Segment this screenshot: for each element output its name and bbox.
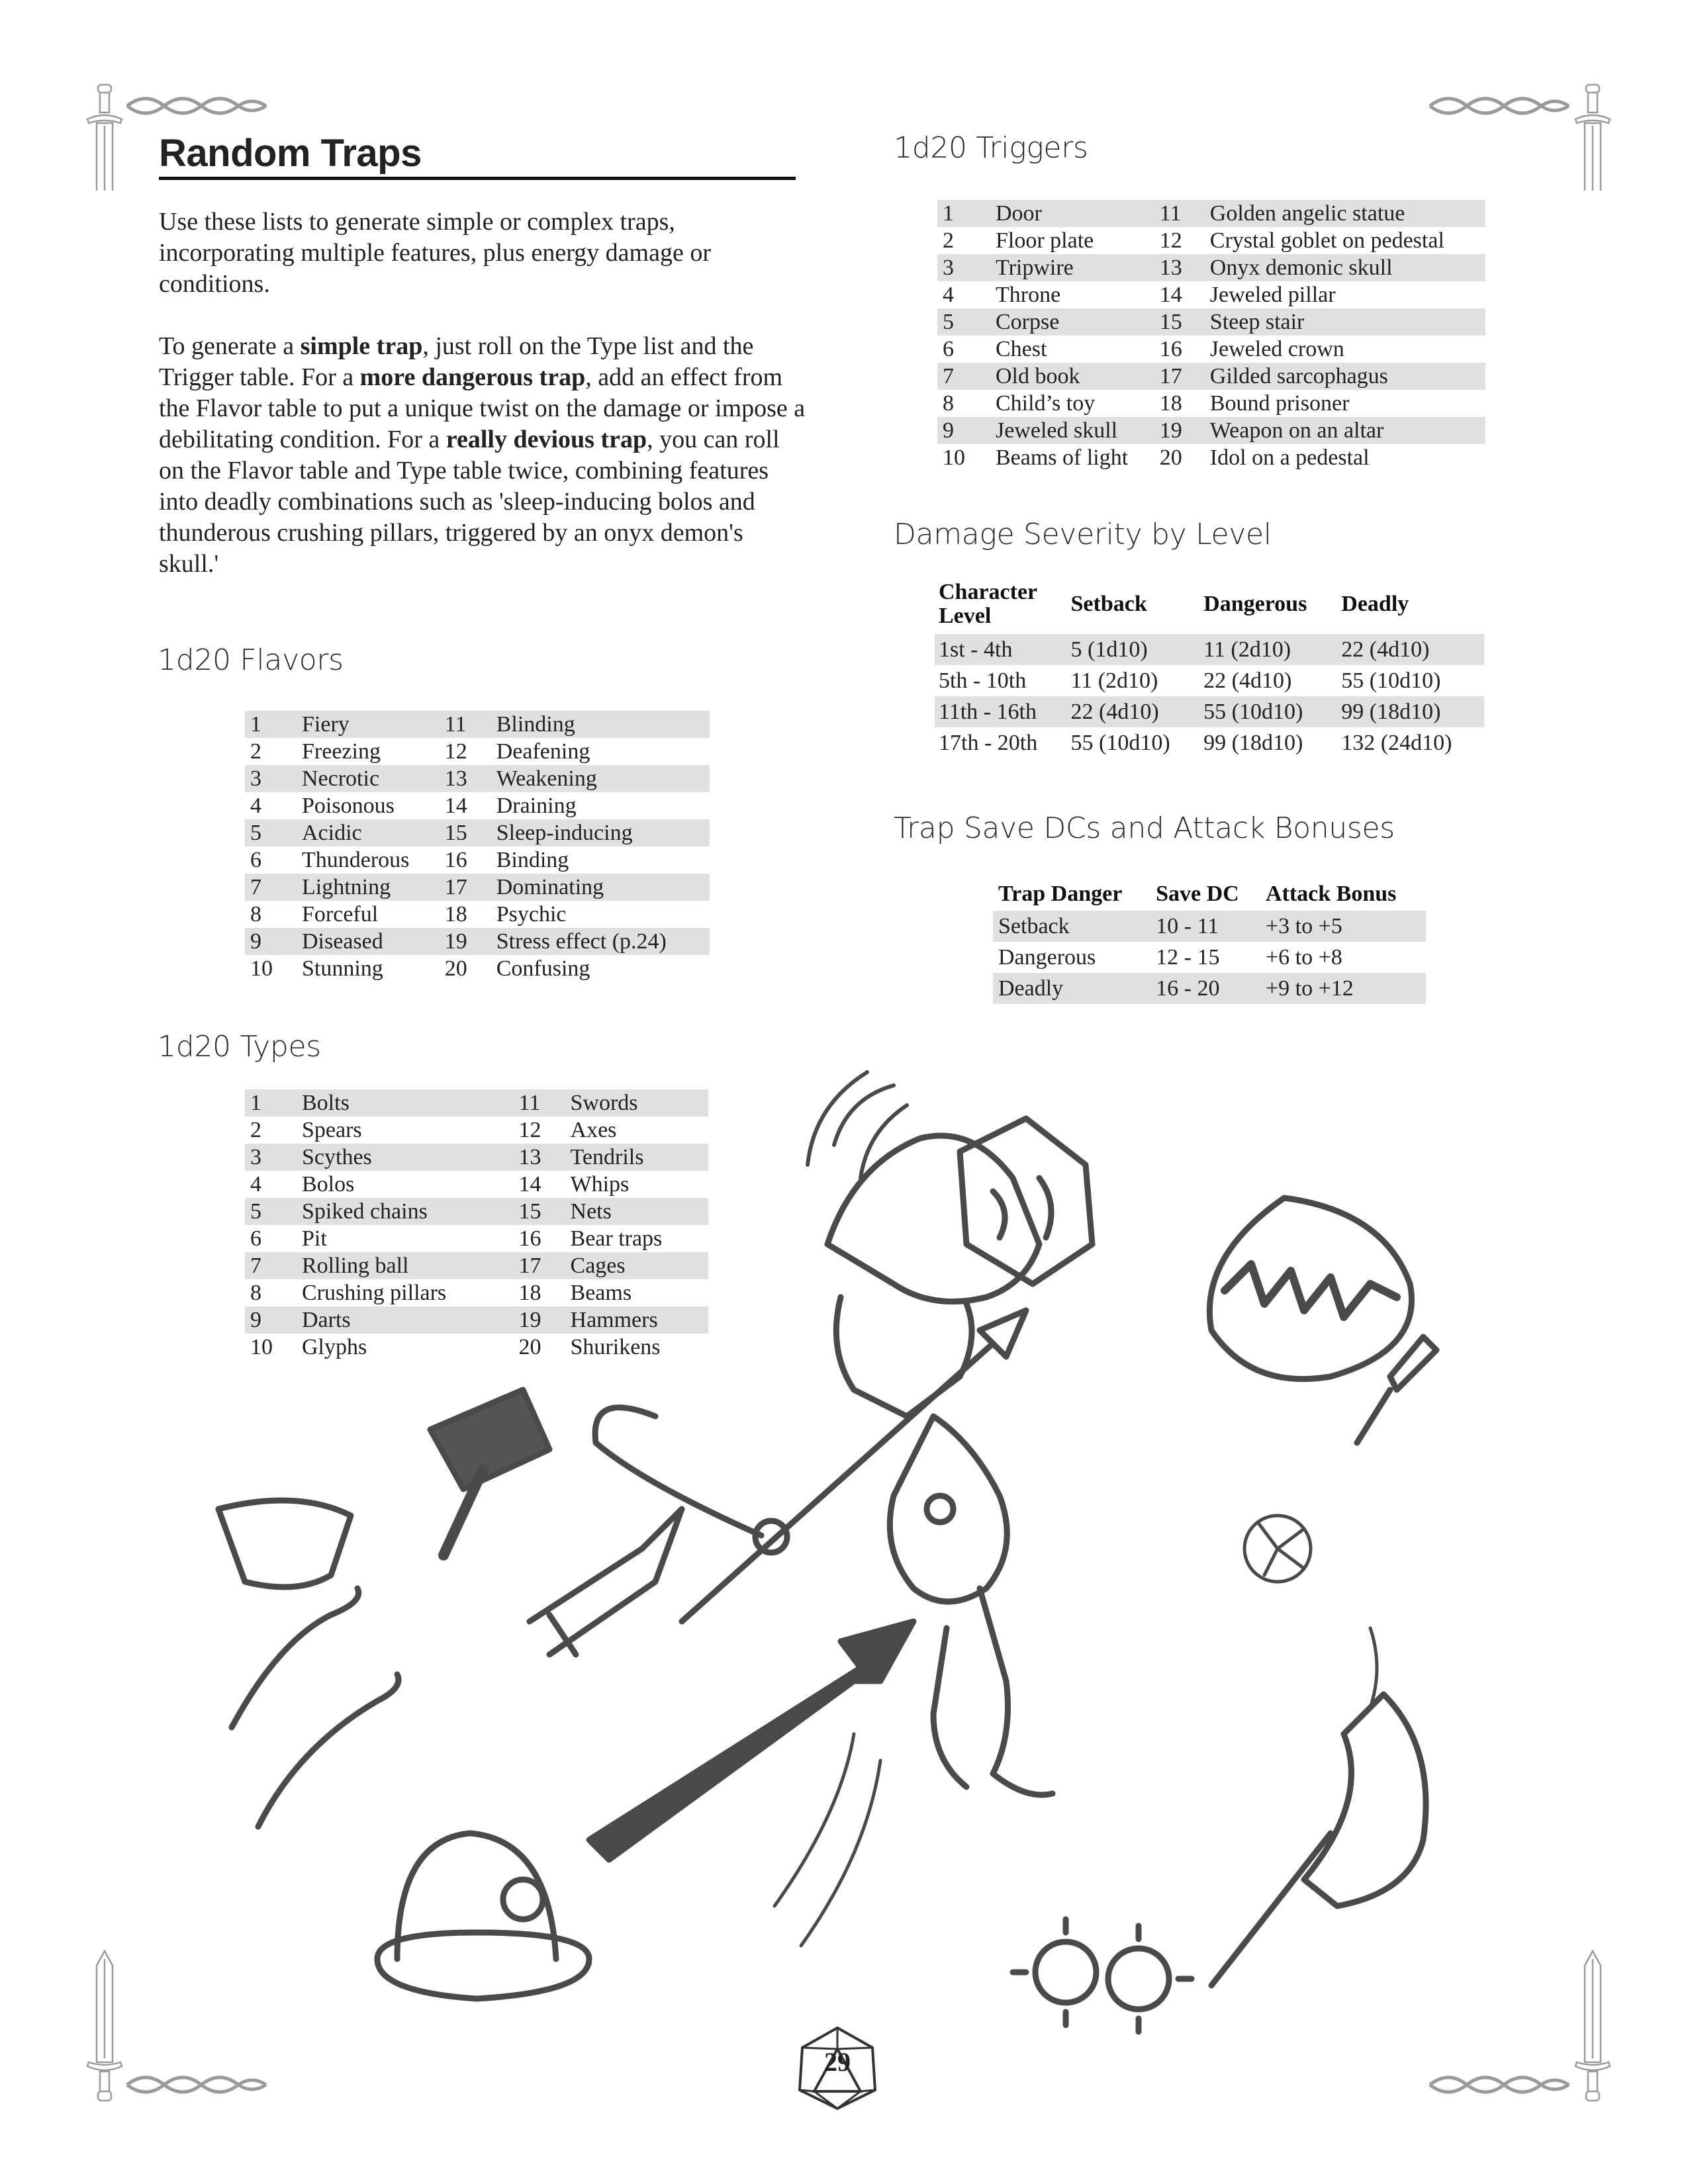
table-cell: Bolts: [297, 1089, 514, 1116]
intro-paragraph-1: Use these lists to generate simple or complex traps, incorporating multiple features, plus energy damage or conditions.: [159, 208, 711, 298]
table-cell: 6: [250, 1226, 261, 1251]
table-cell: 1: [245, 711, 297, 738]
table-cell: 16: [444, 848, 467, 872]
table-row: [937, 363, 1485, 390]
table-cell: Nets: [565, 1198, 708, 1225]
table-row: [937, 254, 1485, 281]
intro-text: , you can roll on the Flavor table and Type table twice, combining features into deadly combinations such as 'sleep-inducing bolos and thunderous crushing pillars, triggered by an onyx demon's skull.': [159, 426, 780, 578]
table-row: [245, 1116, 708, 1144]
table-cell: 15: [514, 1198, 565, 1225]
table-cell: Beams of light: [996, 445, 1129, 470]
table-cell: 22 (4d10): [1203, 668, 1292, 693]
table-cell: 2: [943, 228, 954, 253]
table-cell: 4: [943, 283, 954, 307]
triggers-table: [937, 200, 1485, 471]
sword-icon: [1575, 85, 1610, 191]
table-cell: 6: [943, 337, 954, 361]
table-row: [245, 1306, 708, 1334]
table-cell: Hammers: [565, 1306, 708, 1334]
table-row: [935, 634, 1484, 665]
table-cell: Chest: [996, 337, 1047, 361]
table-cell: Child’s toy: [996, 391, 1096, 416]
table-cell: Throne: [996, 283, 1061, 307]
table-cell: 1st - 4th: [935, 634, 1067, 665]
table-cell: 13: [1154, 254, 1205, 281]
table-cell: Lightning: [297, 874, 440, 901]
table-cell: Deafening: [496, 739, 590, 764]
table-cell: 3: [937, 254, 990, 281]
page-title: Random Traps: [159, 132, 422, 175]
table-cell: Fiery: [297, 711, 440, 738]
table-cell: 55 (10d10): [1341, 668, 1441, 693]
table-cell: 11 (2d10): [1199, 634, 1337, 665]
table-row: [245, 901, 710, 928]
table-cell: 19: [1154, 417, 1205, 444]
table-cell: Freezing: [302, 739, 381, 764]
table-row: [245, 711, 710, 738]
table-cell: 2: [250, 739, 261, 764]
table-cell: 132 (24d10): [1341, 731, 1452, 755]
table-cell: +9 to +12: [1260, 973, 1426, 1004]
table-cell: Bound prisoner: [1209, 391, 1350, 416]
table-cell: Tripwire: [990, 254, 1154, 281]
table-cell: Acidic: [297, 819, 440, 846]
column-header-trap-danger: Trap Danger: [998, 881, 1123, 906]
damage-body: [935, 634, 1484, 758]
intro-text: , just roll on the Type list and the Trigger table. For a: [159, 332, 754, 391]
column-header-character-level: [935, 574, 1067, 634]
table-cell: Scythes: [297, 1144, 514, 1171]
table-cell: 9: [937, 417, 990, 444]
column-header-save-dc: Save DC: [1156, 881, 1239, 906]
ice-block: [960, 1118, 1092, 1284]
celtic-knot-icon: [127, 2077, 266, 2092]
table-cell: 10 - 11: [1150, 911, 1260, 942]
table-cell: Dangerous: [998, 945, 1096, 970]
table-cell: Rolling ball: [297, 1252, 514, 1279]
table-row: [937, 390, 1485, 417]
table-cell: 16 - 20: [1150, 973, 1260, 1004]
table-cell: Jeweled crown: [1209, 337, 1344, 361]
table-cell: Beams: [570, 1281, 632, 1305]
table-cell: Thunderous: [302, 848, 410, 872]
table-cell: 13: [440, 765, 491, 792]
save-dcs-body: [993, 911, 1426, 1004]
intro-text: To generate a: [159, 332, 301, 360]
table-cell: 9: [245, 1306, 297, 1334]
title-rule: [159, 177, 796, 180]
table-cell: 3: [245, 1144, 297, 1171]
table-cell: 7: [937, 363, 990, 390]
save-dcs-heading: Trap Save DCs and Attack Bonuses: [894, 811, 1395, 845]
table-cell: Crystal goblet on pedestal: [1209, 228, 1444, 253]
table-cell: Shurikens: [570, 1335, 661, 1359]
table-row: [245, 1225, 708, 1252]
table-cell: Whips: [570, 1172, 630, 1197]
dart: [1357, 1337, 1436, 1443]
table-row: [993, 942, 1426, 973]
table-row: [245, 792, 710, 819]
table-row: [993, 973, 1426, 1004]
table-cell: Steep stair: [1205, 308, 1485, 336]
table-cell: 4: [250, 794, 261, 818]
table-row: [245, 1144, 708, 1171]
rolling-dome: [377, 1833, 589, 1999]
scimitar: [530, 1509, 682, 1655]
table-cell: Bear traps: [570, 1226, 663, 1251]
table-cell: 5th - 10th: [939, 668, 1027, 693]
celtic-knot-icon: [1430, 2077, 1569, 2092]
shuriken: [1244, 1516, 1311, 1582]
table-cell: 10: [250, 1335, 273, 1359]
table-cell: Bolos: [302, 1172, 355, 1197]
table-cell: 19: [440, 928, 491, 955]
table-cell: Axes: [570, 1118, 617, 1142]
table-row: [935, 665, 1484, 696]
table-cell: 2: [250, 1118, 261, 1142]
table-cell: Golden angelic statue: [1205, 200, 1485, 227]
table-cell: Spiked chains: [297, 1198, 514, 1225]
table-row: [937, 336, 1485, 363]
table-cell: 12: [518, 1118, 541, 1142]
table-row: [245, 765, 710, 792]
emphasis-dangerous-trap: more dangerous trap: [359, 363, 586, 391]
great-axe: [1211, 1694, 1426, 1985]
table-row: [937, 227, 1485, 254]
celtic-knot-icon: [1430, 99, 1569, 113]
table-cell: 7: [245, 874, 297, 901]
table-row: [245, 738, 710, 765]
table-cell: 8: [250, 902, 261, 927]
table-cell: Weakening: [491, 765, 710, 792]
table-cell: 5: [937, 308, 990, 336]
table-cell: 5 (1d10): [1067, 634, 1200, 665]
table-cell: Crushing pillars: [302, 1281, 447, 1305]
table-cell: Draining: [496, 794, 577, 818]
table-cell: Pit: [302, 1226, 327, 1251]
table-row: [937, 417, 1485, 444]
table-cell: 16: [1159, 337, 1182, 361]
table-cell: Swords: [565, 1089, 708, 1116]
sword-icon: [1575, 1951, 1610, 2101]
table-cell: 12: [444, 739, 467, 764]
bolo: [595, 1408, 787, 1553]
table-cell: Poisonous: [302, 794, 395, 818]
table-cell: 22 (4d10): [1067, 696, 1200, 727]
table-row: [245, 874, 710, 901]
table-cell: Sleep-inducing: [491, 819, 710, 846]
bear-trap-shell: [1209, 1198, 1411, 1379]
table-cell: Floor plate: [996, 228, 1094, 253]
table-row: [937, 308, 1485, 336]
table-cell: 15: [1154, 308, 1205, 336]
table-cell: Corpse: [990, 308, 1154, 336]
table-cell: 11th - 16th: [935, 696, 1067, 727]
table-cell: 4: [250, 1172, 261, 1197]
table-row: [245, 1334, 708, 1361]
table-cell: 55 (10d10): [1070, 731, 1170, 755]
table-cell: 18: [444, 902, 467, 927]
header-line: Level: [939, 604, 992, 628]
table-cell: Weapon on an altar: [1205, 417, 1485, 444]
table-cell: 99 (18d10): [1337, 696, 1484, 727]
table-cell: Cages: [565, 1252, 708, 1279]
table-cell: 11: [440, 711, 491, 738]
header-line: Character: [939, 580, 1038, 604]
tendrils: [232, 1588, 399, 1827]
table-cell: 20: [1159, 445, 1182, 470]
table-row: [245, 928, 710, 955]
table-cell: Onyx demonic skull: [1205, 254, 1485, 281]
triggers-heading: 1d20 Triggers: [894, 131, 1088, 165]
flavors-table: [245, 711, 710, 982]
table-row: [245, 819, 710, 846]
table-cell: Necrotic: [297, 765, 440, 792]
table-row: [993, 911, 1426, 942]
column-header-deadly: Deadly: [1341, 592, 1409, 616]
damage-heading: Damage Severity by Level: [894, 518, 1272, 551]
table-row: [935, 727, 1484, 758]
save-dcs-header-row: [993, 876, 1426, 911]
sword-icon: [87, 1951, 122, 2101]
flavors-heading: 1d20 Flavors: [158, 643, 344, 677]
table-cell: 13: [514, 1144, 565, 1171]
table-row: [937, 444, 1485, 471]
types-body: [245, 1089, 708, 1361]
table-row: [245, 955, 710, 982]
table-cell: 99 (18d10): [1203, 731, 1303, 755]
column-header-setback: Setback: [1070, 592, 1147, 616]
table-row: [937, 200, 1485, 227]
table-cell: 15: [440, 819, 491, 846]
table-row: [245, 1089, 708, 1116]
table-cell: 1: [245, 1089, 297, 1116]
table-cell: Setback: [993, 911, 1150, 942]
table-cell: 17: [1154, 363, 1205, 390]
table-cell: 5: [245, 819, 297, 846]
table-cell: 7: [245, 1252, 297, 1279]
table-cell: 14: [518, 1172, 541, 1197]
spiked-balls: [1013, 1919, 1192, 2032]
damage-table: [935, 574, 1484, 758]
table-cell: Jeweled skull: [990, 417, 1154, 444]
celtic-knot-icon: [127, 99, 266, 113]
table-cell: Stunning: [302, 956, 383, 981]
table-row: [245, 846, 710, 874]
table-cell: Blinding: [491, 711, 710, 738]
table-cell: 14: [1159, 283, 1182, 307]
table-cell: Dominating: [491, 874, 710, 901]
table-cell: Spears: [302, 1118, 362, 1142]
table-cell: Binding: [496, 848, 569, 872]
table-row: [245, 1198, 708, 1225]
damage-header-row: [935, 574, 1484, 634]
table-cell: 20: [444, 956, 467, 981]
goblin-figure: [827, 1136, 1053, 1795]
table-cell: Old book: [990, 363, 1154, 390]
table-cell: Jeweled pillar: [1209, 283, 1336, 307]
table-cell: 17th - 20th: [939, 731, 1038, 755]
table-cell: 8: [943, 391, 954, 416]
table-cell: 1: [937, 200, 990, 227]
page-number: 29: [824, 2047, 851, 2077]
corner-ornament-top-right: [1410, 78, 1635, 191]
column-header-attack-bonus: Attack Bonus: [1265, 881, 1397, 906]
table-cell: 18: [518, 1281, 541, 1305]
table-cell: 55 (10d10): [1199, 696, 1337, 727]
table-cell: Tendrils: [565, 1144, 708, 1171]
types-heading: 1d20 Types: [158, 1030, 321, 1064]
table-row: [937, 281, 1485, 308]
hammer: [430, 1390, 549, 1555]
table-cell: 20: [518, 1335, 541, 1359]
table-cell: 19: [514, 1306, 565, 1334]
table-cell: 3: [245, 765, 297, 792]
table-cell: Forceful: [302, 902, 379, 927]
save-dcs-table: [993, 876, 1426, 1004]
table-cell: Diseased: [297, 928, 440, 955]
table-cell: 17: [514, 1252, 565, 1279]
table-cell: Glyphs: [302, 1335, 367, 1359]
table-cell: Deadly: [993, 973, 1150, 1004]
table-cell: 10: [250, 956, 273, 981]
table-row: [935, 696, 1484, 727]
flavors-body: [245, 711, 710, 982]
table-cell: 12: [1159, 228, 1182, 253]
table-cell: 11: [514, 1089, 565, 1116]
table-cell: +6 to +8: [1265, 945, 1342, 970]
sword-icon: [87, 85, 122, 191]
spear: [682, 1310, 1026, 1621]
column-header-dangerous: Dangerous: [1203, 592, 1307, 616]
intro-text: , add an effect from the Flavor table to put a unique twist on the damage or impose a debilitating condition. For a: [159, 363, 806, 453]
table-cell: 8: [250, 1281, 261, 1305]
fire-trail: [808, 1072, 907, 1178]
table-cell: 11: [1154, 200, 1205, 227]
table-cell: Darts: [297, 1306, 514, 1334]
axe-blade: [218, 1500, 351, 1587]
table-cell: 10: [943, 445, 965, 470]
intro-paragraph-2: [159, 331, 808, 580]
table-cell: 11 (2d10): [1070, 668, 1158, 693]
types-table: [245, 1089, 708, 1361]
table-cell: 9: [245, 928, 297, 955]
emphasis-simple-trap: simple trap: [300, 332, 423, 360]
table-cell: Confusing: [496, 956, 590, 981]
table-cell: Door: [990, 200, 1154, 227]
table-cell: Stress effect (p.24): [491, 928, 710, 955]
table-cell: 16: [518, 1226, 541, 1251]
table-row: [245, 1252, 708, 1279]
table-cell: Gilded sarcophagus: [1205, 363, 1485, 390]
table-cell: 14: [444, 794, 467, 818]
table-cell: 6: [250, 848, 261, 872]
table-cell: 17: [440, 874, 491, 901]
table-cell: 12 - 15: [1156, 945, 1220, 970]
emphasis-devious-trap: really devious trap: [445, 426, 647, 453]
table-row: [245, 1279, 708, 1306]
triggers-body: [937, 200, 1485, 471]
table-cell: Idol on a pedestal: [1209, 445, 1370, 470]
table-cell: Psychic: [496, 902, 567, 927]
table-row: [245, 1171, 708, 1198]
table-cell: 5: [245, 1198, 297, 1225]
table-cell: 18: [1159, 391, 1182, 416]
table-cell: 22 (4d10): [1337, 634, 1484, 665]
table-cell: +3 to +5: [1260, 911, 1426, 942]
